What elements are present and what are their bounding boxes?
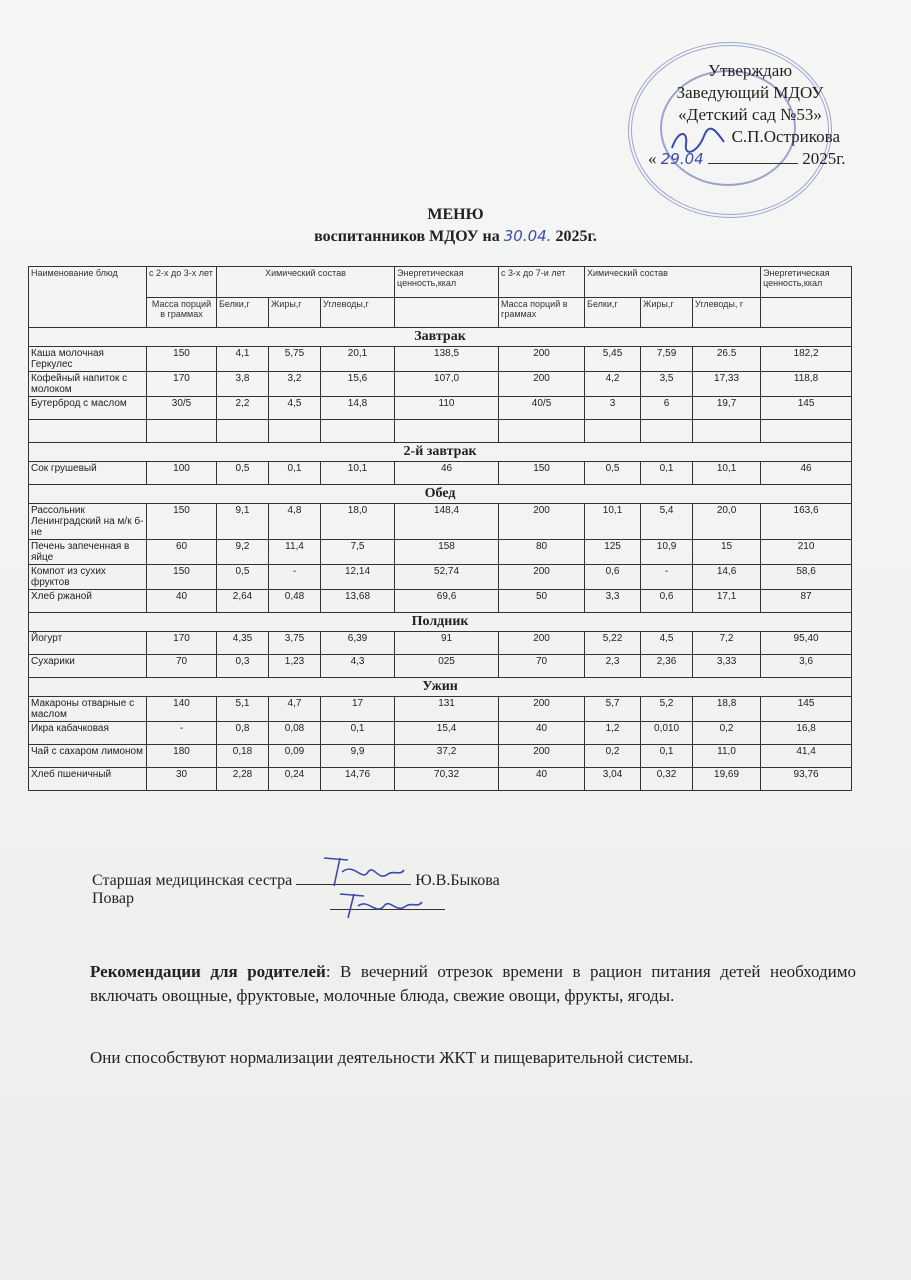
- value-cell: 18,8: [693, 697, 761, 722]
- value-cell: 11,4: [269, 540, 321, 565]
- value-cell: 4,1: [217, 347, 269, 372]
- value-cell: 0,5: [585, 462, 641, 485]
- dish-name-cell: Бутерброд с маслом: [29, 397, 147, 420]
- value-cell: 5,1: [217, 697, 269, 722]
- value-cell: 12,14: [321, 565, 395, 590]
- approval-line-3: «Детский сад №53»: [678, 105, 822, 124]
- value-cell: 20,0: [693, 504, 761, 540]
- subtitle-handwritten-date: 30.04.: [503, 227, 552, 245]
- value-cell: 150: [147, 504, 217, 540]
- table-row: [29, 632, 852, 655]
- subtitle-prefix: воспитанников МДОУ на: [314, 228, 500, 245]
- menu-subtitle: [0, 227, 911, 246]
- value-cell: 46: [761, 462, 852, 485]
- value-cell: 138,5: [395, 347, 499, 372]
- value-cell: 150: [499, 462, 585, 485]
- value-cell: [693, 420, 761, 443]
- section-row: [29, 613, 852, 632]
- value-cell: 5,7: [585, 697, 641, 722]
- approval-date-line: [708, 163, 798, 164]
- header-age-2: с 3-х до 7-и лет: [499, 267, 585, 298]
- value-cell: [395, 420, 499, 443]
- value-cell: 0,010: [641, 722, 693, 745]
- value-cell: 0,1: [321, 722, 395, 745]
- value-cell: -: [147, 722, 217, 745]
- header-energy-2: Энергетическая ценность,ккал: [761, 267, 852, 298]
- value-cell: 14,6: [693, 565, 761, 590]
- header-mass-2: Масса порций в граммах: [499, 297, 585, 328]
- value-cell: 200: [499, 697, 585, 722]
- menu-table-body: [29, 328, 852, 791]
- value-cell: 80: [499, 540, 585, 565]
- approval-year: 2025г.: [802, 149, 846, 168]
- table-row: [29, 540, 852, 565]
- value-cell: 131: [395, 697, 499, 722]
- menu-title: МЕНЮ: [427, 206, 484, 223]
- value-cell: 58,6: [761, 565, 852, 590]
- value-cell: 4,2: [585, 372, 641, 397]
- dish-name-cell: Хлеб пшеничный: [29, 768, 147, 791]
- value-cell: 158: [395, 540, 499, 565]
- value-cell: 0,6: [585, 565, 641, 590]
- value-cell: [269, 420, 321, 443]
- header-chem-2: Химический состав: [585, 267, 761, 298]
- table-row: [29, 745, 852, 768]
- section-title: Завтрак: [29, 328, 852, 347]
- value-cell: [761, 420, 852, 443]
- value-cell: 100: [147, 462, 217, 485]
- value-cell: [147, 420, 217, 443]
- value-cell: 6,39: [321, 632, 395, 655]
- value-cell: 15,6: [321, 372, 395, 397]
- value-cell: 41,4: [761, 745, 852, 768]
- value-cell: 200: [499, 632, 585, 655]
- dish-name-cell: Чай с сахаром лимоном: [29, 745, 147, 768]
- value-cell: 3,3: [585, 590, 641, 613]
- header-fat-2: Жиры,г: [641, 297, 693, 328]
- value-cell: 0,6: [641, 590, 693, 613]
- value-cell: 0,2: [585, 745, 641, 768]
- value-cell: 20,1: [321, 347, 395, 372]
- value-cell: 10,1: [321, 462, 395, 485]
- value-cell: 50: [499, 590, 585, 613]
- value-cell: 16,8: [761, 722, 852, 745]
- value-cell: 5,45: [585, 347, 641, 372]
- value-cell: 145: [761, 397, 852, 420]
- nurse-name: Ю.В.Быкова: [415, 872, 500, 889]
- dish-name-cell: Сок грушевый: [29, 462, 147, 485]
- header-empty-1: [395, 297, 499, 328]
- value-cell: 13,68: [321, 590, 395, 613]
- value-cell: 0,1: [641, 745, 693, 768]
- header-energy-1: Энергетическая ценность,ккал: [395, 267, 499, 298]
- section-title: 2-й завтрак: [29, 443, 852, 462]
- value-cell: 5,2: [641, 697, 693, 722]
- value-cell: 0,3: [217, 655, 269, 678]
- value-cell: 87: [761, 590, 852, 613]
- value-cell: 30/5: [147, 397, 217, 420]
- value-cell: 37,2: [395, 745, 499, 768]
- value-cell: 0,8: [217, 722, 269, 745]
- value-cell: -: [269, 565, 321, 590]
- value-cell: 14,76: [321, 768, 395, 791]
- section-row: [29, 328, 852, 347]
- table-row: [29, 347, 852, 372]
- value-cell: 107,0: [395, 372, 499, 397]
- value-cell: 5,4: [641, 504, 693, 540]
- header-protein-1: Белки,г: [217, 297, 269, 328]
- value-cell: 17,1: [693, 590, 761, 613]
- cook-signature: [336, 888, 426, 922]
- nurse-label: Старшая медицинская сестра: [92, 872, 293, 889]
- dish-name-cell: [29, 420, 147, 443]
- value-cell: 17: [321, 697, 395, 722]
- value-cell: 2,28: [217, 768, 269, 791]
- table-row: [29, 590, 852, 613]
- approval-handwritten-date: 29.04: [660, 150, 704, 168]
- value-cell: 7,59: [641, 347, 693, 372]
- table-row: [29, 697, 852, 722]
- table-row: [29, 420, 852, 443]
- recommendation-text: : В вечерний отрезок времени в рацион питания детей необходимо включать овощные, фруктовые, молочные блюда, свежие овощи, фрукты, ягоды.: [90, 962, 856, 1005]
- value-cell: 5,22: [585, 632, 641, 655]
- value-cell: 3,6: [761, 655, 852, 678]
- value-cell: 150: [147, 565, 217, 590]
- value-cell: 5,75: [269, 347, 321, 372]
- value-cell: 9,2: [217, 540, 269, 565]
- value-cell: 4,3: [321, 655, 395, 678]
- dish-name-cell: Хлеб ржаной: [29, 590, 147, 613]
- table-row: [29, 504, 852, 540]
- value-cell: 40: [147, 590, 217, 613]
- value-cell: 0,18: [217, 745, 269, 768]
- value-cell: 2,3: [585, 655, 641, 678]
- value-cell: 170: [147, 372, 217, 397]
- value-cell: 0,1: [641, 462, 693, 485]
- value-cell: 9,1: [217, 504, 269, 540]
- value-cell: 18,0: [321, 504, 395, 540]
- dish-name-cell: Кофейный напиток с молоком: [29, 372, 147, 397]
- value-cell: 10,9: [641, 540, 693, 565]
- header-chem-1: Химический состав: [217, 267, 395, 298]
- value-cell: 52,74: [395, 565, 499, 590]
- value-cell: 7,2: [693, 632, 761, 655]
- value-cell: 3,2: [269, 372, 321, 397]
- value-cell: 3,04: [585, 768, 641, 791]
- value-cell: 0,09: [269, 745, 321, 768]
- value-cell: 200: [499, 347, 585, 372]
- approval-line-1: Утверждаю: [707, 61, 793, 80]
- value-cell: 10,1: [693, 462, 761, 485]
- director-signature: [668, 126, 728, 156]
- recommendation-paragraph-2: Они способствуют нормализации деятельности ЖКТ и пищеварительной системы.: [90, 1048, 694, 1067]
- section-row: [29, 485, 852, 504]
- section-title: Обед: [29, 485, 852, 504]
- value-cell: 4,35: [217, 632, 269, 655]
- value-cell: 1,23: [269, 655, 321, 678]
- value-cell: 19,69: [693, 768, 761, 791]
- cook-signature-line: [92, 890, 134, 908]
- value-cell: 0,2: [693, 722, 761, 745]
- dish-name-cell: Йогурт: [29, 632, 147, 655]
- value-cell: 200: [499, 565, 585, 590]
- dish-name-cell: Каша молочная Геркулес: [29, 347, 147, 372]
- value-cell: 46: [395, 462, 499, 485]
- value-cell: [217, 420, 269, 443]
- value-cell: [499, 420, 585, 443]
- value-cell: 110: [395, 397, 499, 420]
- value-cell: 17,33: [693, 372, 761, 397]
- value-cell: 2,64: [217, 590, 269, 613]
- header-carb-2: Углеводы, г: [693, 297, 761, 328]
- header-protein-2: Белки,г: [585, 297, 641, 328]
- dish-name-cell: Икра кабачковая: [29, 722, 147, 745]
- value-cell: 26.5: [693, 347, 761, 372]
- recommendation-bold: Рекомендации для родителей: [90, 962, 326, 981]
- value-cell: 40/5: [499, 397, 585, 420]
- value-cell: 0,1: [269, 462, 321, 485]
- value-cell: 70,32: [395, 768, 499, 791]
- table-row: [29, 768, 852, 791]
- section-title: Ужин: [29, 678, 852, 697]
- value-cell: 2,2: [217, 397, 269, 420]
- value-cell: [585, 420, 641, 443]
- value-cell: 0,24: [269, 768, 321, 791]
- header-age-1: с 2-х до 3-х лет: [147, 267, 217, 298]
- section-row: [29, 678, 852, 697]
- value-cell: 9,9: [321, 745, 395, 768]
- section-title: Полдник: [29, 613, 852, 632]
- header-empty-2: [761, 297, 852, 328]
- dish-name-cell: Печень запеченная в яйце: [29, 540, 147, 565]
- nurse-signature: [318, 852, 408, 892]
- value-cell: 40: [499, 722, 585, 745]
- value-cell: 140: [147, 697, 217, 722]
- value-cell: 4,7: [269, 697, 321, 722]
- value-cell: [641, 420, 693, 443]
- table-row: [29, 462, 852, 485]
- value-cell: 69,6: [395, 590, 499, 613]
- value-cell: 70: [499, 655, 585, 678]
- header-carb-1: Углеводы,г: [321, 297, 395, 328]
- value-cell: 125: [585, 540, 641, 565]
- value-cell: 180: [147, 745, 217, 768]
- header-row-2: [29, 297, 852, 328]
- value-cell: 15,4: [395, 722, 499, 745]
- value-cell: 200: [499, 372, 585, 397]
- recommendation-paragraph: [90, 960, 856, 1008]
- value-cell: 10,1: [585, 504, 641, 540]
- value-cell: 3,5: [641, 372, 693, 397]
- value-cell: 4,5: [641, 632, 693, 655]
- value-cell: 200: [499, 504, 585, 540]
- value-cell: 0,5: [217, 462, 269, 485]
- dish-name-cell: Рассольник Ленинградский на м/к б-не: [29, 504, 147, 540]
- cook-label: Повар: [92, 890, 134, 907]
- value-cell: 4,5: [269, 397, 321, 420]
- value-cell: 7,5: [321, 540, 395, 565]
- value-cell: 93,76: [761, 768, 852, 791]
- header-fat-1: Жиры,г: [269, 297, 321, 328]
- value-cell: 0,5: [217, 565, 269, 590]
- table-row: [29, 372, 852, 397]
- value-cell: 40: [499, 768, 585, 791]
- subtitle-suffix: 2025г.: [555, 228, 597, 245]
- value-cell: 15: [693, 540, 761, 565]
- approval-line-4: С.П.Острикова: [731, 127, 840, 146]
- value-cell: 0,48: [269, 590, 321, 613]
- value-cell: 70: [147, 655, 217, 678]
- section-row: [29, 443, 852, 462]
- header-row-1: [29, 267, 852, 298]
- value-cell: 0,08: [269, 722, 321, 745]
- table-row: [29, 565, 852, 590]
- dish-name-cell: Макароны отварные с маслом: [29, 697, 147, 722]
- table-row: [29, 722, 852, 745]
- value-cell: 148,4: [395, 504, 499, 540]
- value-cell: 1,2: [585, 722, 641, 745]
- dish-name-cell: Сухарики: [29, 655, 147, 678]
- menu-table: [28, 266, 852, 791]
- value-cell: 3: [585, 397, 641, 420]
- value-cell: 182,2: [761, 347, 852, 372]
- value-cell: 60: [147, 540, 217, 565]
- value-cell: 3,75: [269, 632, 321, 655]
- table-row: [29, 397, 852, 420]
- value-cell: 11,0: [693, 745, 761, 768]
- value-cell: 2,36: [641, 655, 693, 678]
- approval-quote: «: [648, 149, 657, 168]
- approval-line-2: Заведующий МДОУ: [676, 83, 824, 102]
- value-cell: 19,7: [693, 397, 761, 420]
- value-cell: 170: [147, 632, 217, 655]
- value-cell: 163,6: [761, 504, 852, 540]
- header-name: Наименование блюд: [29, 267, 147, 328]
- value-cell: 6: [641, 397, 693, 420]
- nurse-signature-line: [92, 870, 500, 890]
- value-cell: 4,8: [269, 504, 321, 540]
- table-row: [29, 655, 852, 678]
- value-cell: 025: [395, 655, 499, 678]
- value-cell: -: [641, 565, 693, 590]
- value-cell: 118,8: [761, 372, 852, 397]
- value-cell: 91: [395, 632, 499, 655]
- value-cell: 3,8: [217, 372, 269, 397]
- dish-name-cell: Компот из сухих фруктов: [29, 565, 147, 590]
- value-cell: 210: [761, 540, 852, 565]
- value-cell: 200: [499, 745, 585, 768]
- value-cell: 30: [147, 768, 217, 791]
- value-cell: 14,8: [321, 397, 395, 420]
- value-cell: 145: [761, 697, 852, 722]
- value-cell: 150: [147, 347, 217, 372]
- value-cell: 0,32: [641, 768, 693, 791]
- header-mass-1: Масса порций в граммах: [147, 297, 217, 328]
- value-cell: 95,40: [761, 632, 852, 655]
- value-cell: [321, 420, 395, 443]
- value-cell: 3,33: [693, 655, 761, 678]
